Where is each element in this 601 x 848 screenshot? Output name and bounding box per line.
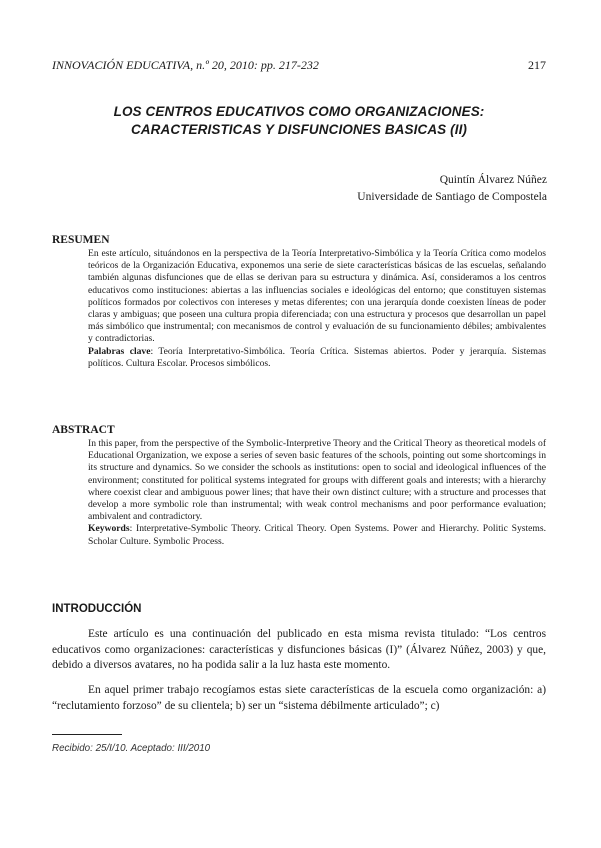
keywords-label-en: Keywords <box>88 523 130 535</box>
author-block <box>357 172 547 206</box>
title-line-1: LOS CENTROS EDUCATIVOS COMO ORGANIZACIONES: <box>113 104 485 119</box>
resumen-text: En este artículo, situándonos en la perspectiva de la Teoría Interpretativo-Simbólica y la Teoría Crítica como modelos teóricos de la Organización Educativa, exponemos una serie de siete características básicas de las escuelas, señalando también algunas disfunciones que de ellas se derivan para su estructura y dinámica. Así, consideramos a los centros educativos como instituciones: abiertas a las influencias sociales e ideológicas del entorno; que constituyen sistemas políticos formados por colectivos con intereses y metas diferentes; con una jerarquía donde coexisten líneas de poder claras y ambiguas; que poseen una cultura propia diferenciada; con una estructura y procesos que desarrollan un papel más simbólico que instrumental; con mecanismos de control y evaluación de su funcionamiento débiles; ambivalentes y contradictorias. <box>88 248 546 345</box>
intro-p2-text: En aquel primer trabajo recogíamos estas siete características de la escuela como organización: a) “reclutamiento forzoso” de su clientela; b) ser un “sistema débilmente articulado”; c) <box>52 684 546 712</box>
page-number: 217 <box>528 58 546 72</box>
section-heading-introduccion: INTRODUCCIÓN <box>52 603 142 615</box>
abstract-text: In this paper, from the perspective of the Symbolic-Interpretive Theory and the Critical Theory as theoretical models of Educational Organization, we expose a series of seven basic features of the schools, pointing out some shortcomings in its structure and dynamics. So we consider the schools as institutions: open to social and ideological influences of the environment; constituted for political systems integrated for groups with different goals and interests; with a hierarchy where coexist clear and ambiguous power lines; that have their own distinct culture; with a structure and processes that develop a more symbolic role than instrumental; with weak control mechanisms and poor performance evaluation; ambivalent and contradictory. <box>88 438 547 523</box>
running-head <box>52 58 546 73</box>
resumen-keywords <box>88 346 546 370</box>
keywords-label: Palabras clave <box>88 345 151 357</box>
author-name: Quintín Álvarez Núñez <box>439 174 547 186</box>
intro-paragraph-2 <box>52 683 546 714</box>
keywords-text-en: : Interpretative-Symbolic Theory. Critical Theory. Open Systems. Power and Hierarchy. Politic Systems. Scholar Culture. Symbolic Process. <box>88 523 546 547</box>
intro-p1-text: Este artículo es una continuación del publicado en esta misma revista titulado: “Los centros educativos como organizaciones: características y disfunciones básicas (I)” (Álvarez Núñez, 2003) y que, debido a diversos avatares, no ha podida salir a la luz hasta este momento. <box>52 628 546 672</box>
abstract-keywords <box>88 523 546 547</box>
resumen-block <box>88 248 546 370</box>
abstract-block <box>88 438 546 548</box>
article-title <box>52 103 546 138</box>
author-affiliation: Universidade de Santiago de Compostela <box>357 191 547 203</box>
footnote-received: Recibido: 25/I/10. Aceptado: III/2010 <box>52 743 211 754</box>
footnote-rule <box>52 734 122 735</box>
abstract-heading: ABSTRACT <box>52 424 115 436</box>
journal-citation: INNOVACIÓN EDUCATIVA, n.º 20, 2010: pp. 217-232 <box>52 58 319 72</box>
title-line-2: CARACTERISTICAS Y DISFUNCIONES BASICAS (II) <box>130 121 468 137</box>
keywords-text: : Teoría Interpretativo-Simbólica. Teoría Crítica. Sistemas abiertos. Poder y jerarquía. Sistemas políticos. Cultura Escolar. Procesos simbólicos. <box>88 345 546 369</box>
intro-paragraph-1 <box>52 627 546 674</box>
resumen-heading: RESUMEN <box>52 234 110 246</box>
